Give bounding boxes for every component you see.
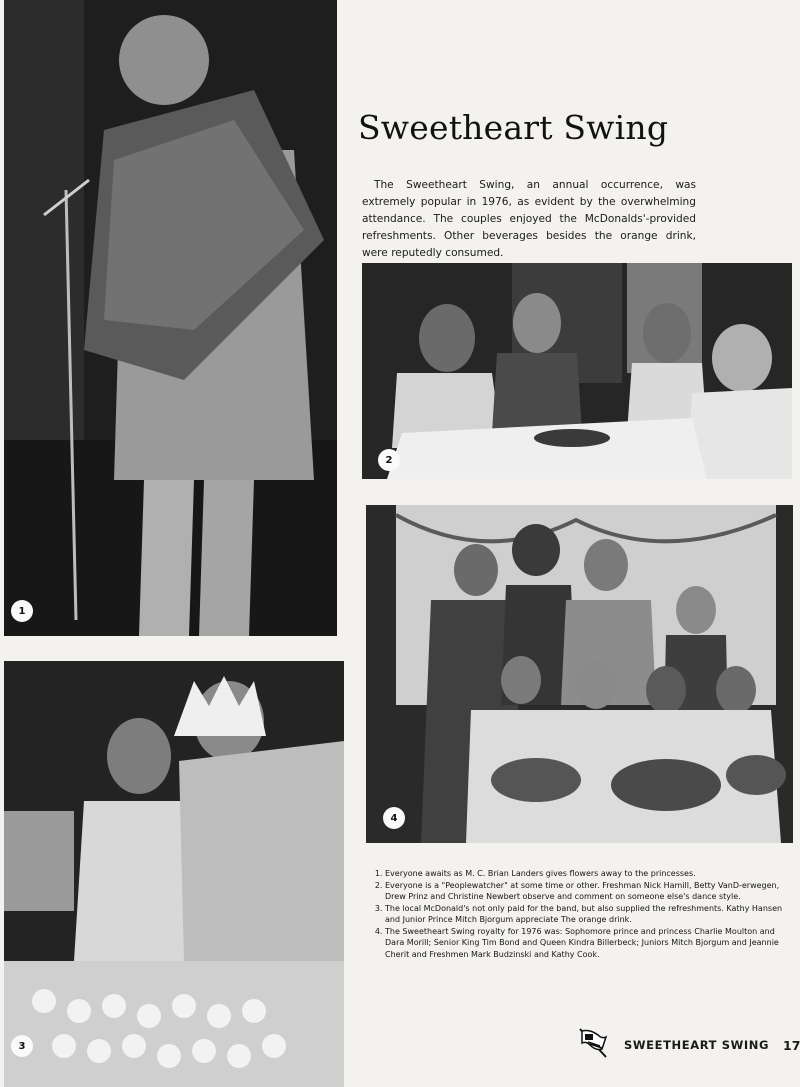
caption-item: 2. Everyone is a "Peoplewatcher" at some time or other. Freshman Nick Hamill, Betty VanD-erwegen, Drew Prinz and Christine Newbert observe and comment on someone else's dance style. [385,880,783,903]
page-title: Sweetheart Swing [358,108,669,147]
photo-emcee-flowers [4,0,337,636]
photo-peoplewatchers [362,263,792,479]
caption-item: 1. Everyone awaits as M. C. Brian Landers gives flowers away to the princesses. [385,868,783,880]
photo-refreshments [4,661,344,1087]
flag-icon [576,1027,610,1063]
caption-item: 4. The Sweetheart Swing royalty for 1976 was: Sophomore prince and princess Charlie Moulton and Dara Morill; Senior King Tim Bond and Queen Kindra Billerbeck; Juniors Mitch Bjorgum and Jeannie Cherit and Freshmen Mark Budzinski and Kathy Cook. [385,926,783,961]
photo-number-badge: 4 [383,807,405,829]
caption-item: 3. The local McDonald's not only paid for the band, but also supplied the refreshments. Kathy Hansen and Junior Prince Mitch Bjorgum appreciate The orange drink. [385,903,783,926]
photo-captions [371,868,783,960]
photo-royalty-group [366,505,793,843]
page-footer [576,1030,800,1060]
page-number: 17 [783,1037,800,1053]
photo-number-badge: 2 [378,449,400,471]
footer-section-title: SWEETHEART SWING [624,1038,769,1052]
intro-paragraph: The Sweetheart Swing, an annual occurrence, was extremely popular in 1976, as evident by the overwhelming attendance. The couples enjoyed the McDonalds'-provided refreshments. Other beverages besides the orange drink, were reputedly consumed. [362,179,696,259]
photo-number-badge: 1 [11,600,33,622]
photo-number-badge: 3 [11,1035,33,1057]
